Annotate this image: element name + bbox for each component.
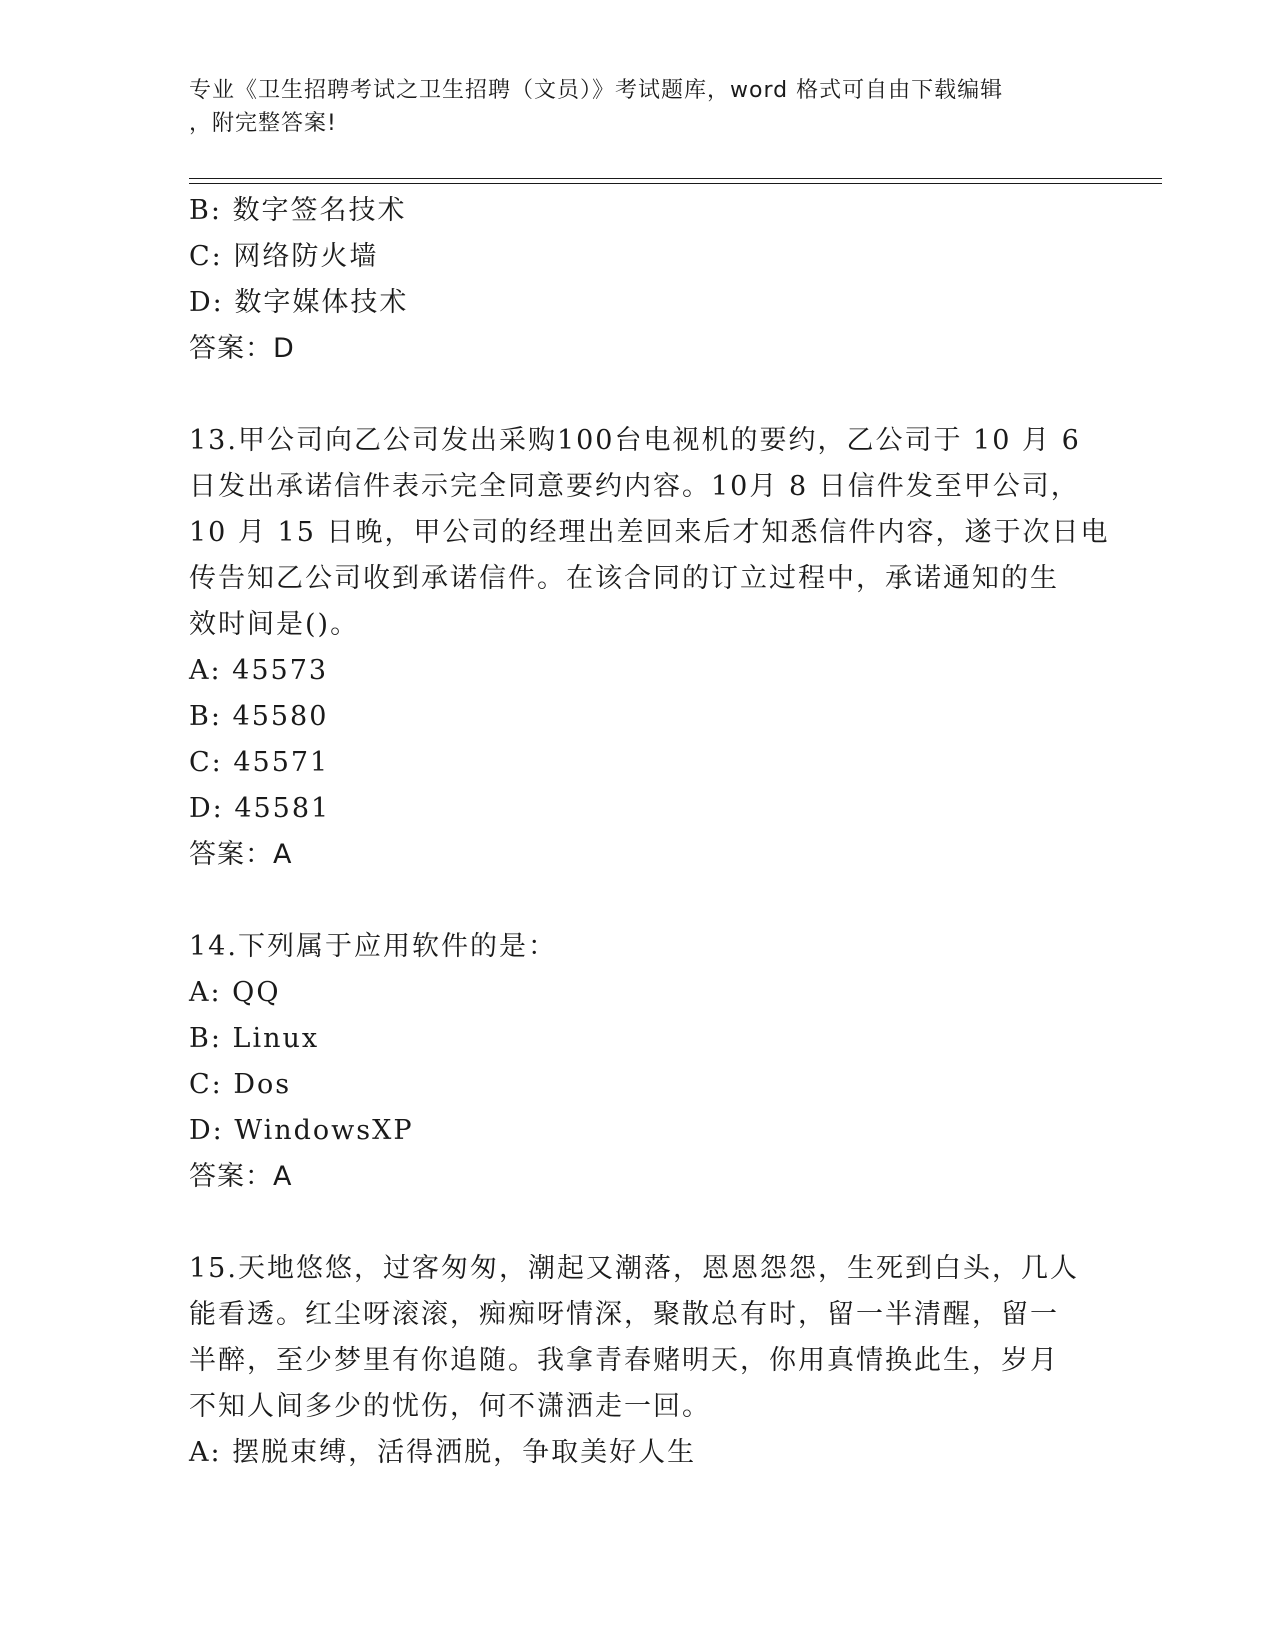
option-d: D: 45581 — [189, 793, 331, 824]
question-stem-line: 13.甲公司向乙公司发出采购100台电视机的要约，乙公司于 10 月 6 — [189, 425, 1081, 456]
option-c: C: 45571 — [189, 747, 330, 778]
header-line-1: 专业《卫生招聘考试之卫生招聘（文员）》考试题库，word 格式可自由下载编辑 — [189, 78, 1004, 103]
question-12-tail — [189, 188, 1089, 372]
option-b: B: 数字签名技术 — [189, 195, 407, 226]
header-line-2: ，附完整答案! — [189, 111, 337, 136]
question-15 — [189, 1246, 1089, 1476]
option-a: A: QQ — [189, 977, 281, 1008]
header-divider-bottom — [189, 183, 1162, 184]
header-divider-top — [189, 178, 1162, 179]
question-stem-line: 日发出承诺信件表示完全同意要约内容。10月 8 日信件发至甲公司， — [189, 471, 1080, 502]
question-stem-line: 15.天地悠悠，过客匆匆，潮起又潮落，恩恩怨怨，生死到白头，几人 — [189, 1253, 1079, 1284]
option-d: D: WindowsXP — [189, 1115, 414, 1146]
question-14 — [189, 924, 1089, 1200]
answer: 答案：D — [189, 333, 295, 364]
question-stem-line: 能看透。红尘呀滚滚，痴痴呀情深，聚散总有时，留一半清醒，留一 — [189, 1299, 1059, 1330]
question-stem-line: 传告知乙公司收到承诺信件。在该合同的订立过程中，承诺通知的生 — [189, 563, 1059, 594]
question-stem-line: 10 月 15 日晚，甲公司的经理出差回来后才知悉信件内容，遂于次日电 — [189, 517, 1110, 548]
question-13 — [189, 418, 1110, 878]
document-header — [189, 74, 1089, 140]
option-a: A: 摆脱束缚，活得洒脱，争取美好人生 — [189, 1437, 697, 1468]
option-d: D: 数字媒体技术 — [189, 287, 409, 318]
option-b: B: Linux — [189, 1023, 320, 1054]
option-a: A: 45573 — [189, 655, 329, 686]
spacer — [189, 1200, 1089, 1246]
option-b: B: 45580 — [189, 701, 329, 732]
question-stem-line: 效时间是()。 — [189, 609, 360, 640]
question-stem: 14.下列属于应用软件的是： — [189, 931, 557, 962]
answer: 答案：A — [189, 839, 293, 870]
spacer — [189, 372, 1089, 418]
option-c: C: Dos — [189, 1069, 292, 1100]
question-stem-line: 半醉，至少梦里有你追随。我拿青春赌明天，你用真情换此生，岁月 — [189, 1345, 1059, 1376]
question-stem-line: 不知人间多少的忧伤，何不潇洒走一回。 — [189, 1391, 711, 1422]
answer: 答案：A — [189, 1161, 293, 1192]
option-c: C: 网络防火墙 — [189, 241, 379, 272]
spacer — [189, 878, 1089, 924]
question-content — [189, 188, 1110, 1476]
